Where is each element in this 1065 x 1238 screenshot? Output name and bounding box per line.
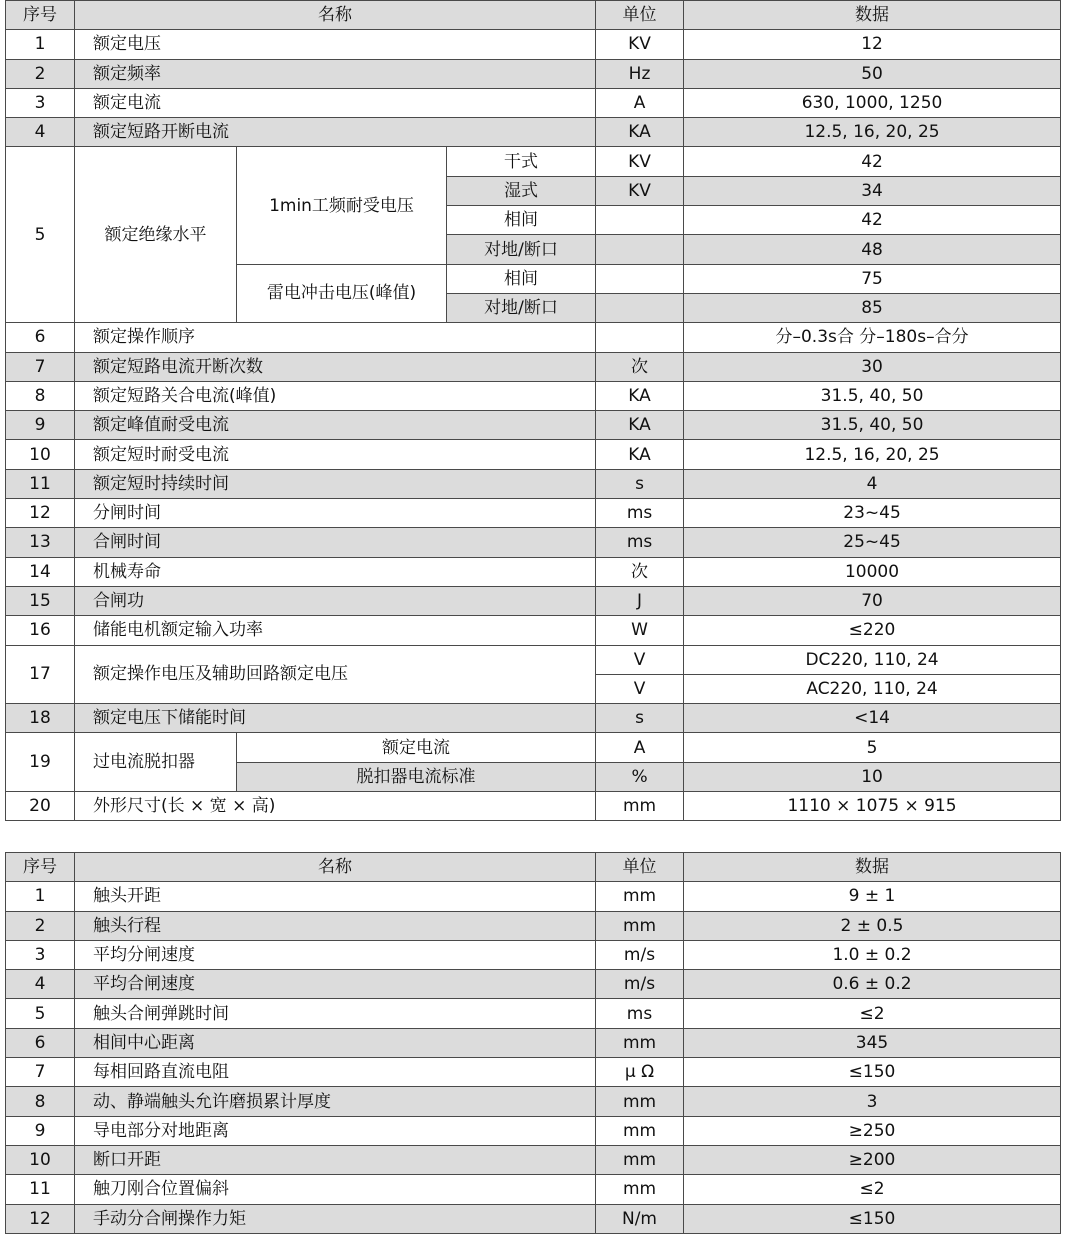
row-unit: 次 <box>596 557 684 586</box>
row-no: 1 <box>6 882 75 911</box>
header-data: 数据 <box>684 1 1061 30</box>
row-no: 14 <box>6 557 75 586</box>
row-unit: mm <box>596 792 684 821</box>
row-data: 42 <box>684 206 1061 235</box>
header-no: 序号 <box>6 1 75 30</box>
row-unit: KA <box>596 118 684 147</box>
table-row <box>6 940 1061 969</box>
row-unit: KV <box>596 147 684 176</box>
table-row <box>6 586 1061 615</box>
row-unit: ms <box>596 499 684 528</box>
table-row <box>6 911 1061 940</box>
row-data: 1110 × 1075 × 915 <box>684 792 1061 821</box>
table-row <box>6 30 1061 59</box>
row-unit: % <box>596 762 684 791</box>
row-no: 7 <box>6 352 75 381</box>
row-data: 4 <box>684 469 1061 498</box>
table-row <box>6 970 1061 999</box>
table-row <box>6 557 1061 586</box>
sub-label: 对地/断口 <box>447 293 596 322</box>
sub-label: 相间 <box>447 206 596 235</box>
row-data: ≥200 <box>684 1145 1061 1174</box>
row-data: 12 <box>684 30 1061 59</box>
power-frequency-withstand-label: 1min工频耐受电压 <box>237 147 447 264</box>
sub-label: 相间 <box>447 264 596 293</box>
table-row <box>6 645 1061 674</box>
row-data: 50 <box>684 59 1061 88</box>
row-data: 630, 1000, 1250 <box>684 88 1061 117</box>
table-row <box>6 469 1061 498</box>
row-data: 31.5, 40, 50 <box>684 381 1061 410</box>
rated-parameters-table <box>5 0 1061 821</box>
row-unit: KA <box>596 381 684 410</box>
row-unit <box>596 293 684 322</box>
row-name: 额定频率 <box>75 59 596 88</box>
row-data: 25~45 <box>684 528 1061 557</box>
row-unit <box>596 235 684 264</box>
row-data: 2 ± 0.5 <box>684 911 1061 940</box>
row-unit: mm <box>596 1116 684 1145</box>
row-no: 10 <box>6 1145 75 1174</box>
table-row <box>6 1058 1061 1087</box>
table-row <box>6 616 1061 645</box>
row-no: 5 <box>6 999 75 1028</box>
row-unit: V <box>596 645 684 674</box>
row-name: 手动分合闸操作力矩 <box>75 1204 596 1233</box>
mechanical-parameters-table <box>5 852 1061 1234</box>
row-no: 9 <box>6 411 75 440</box>
row-data: 12.5, 16, 20, 25 <box>684 118 1061 147</box>
row-name: 额定短路关合电流(峰值) <box>75 381 596 410</box>
row-name: 触刀刚合位置偏斜 <box>75 1175 596 1204</box>
row-name: 动、静端触头允许磨损累计厚度 <box>75 1087 596 1116</box>
row-no: 2 <box>6 59 75 88</box>
row-name: 平均分闸速度 <box>75 940 596 969</box>
table-row <box>6 1087 1061 1116</box>
row-name: 过电流脱扣器 <box>75 733 237 792</box>
row-name: 额定绝缘水平 <box>75 147 237 323</box>
row-unit: J <box>596 586 684 615</box>
row-unit: m/s <box>596 970 684 999</box>
table-row <box>6 499 1061 528</box>
sub-label: 湿式 <box>447 176 596 205</box>
row-data: 30 <box>684 352 1061 381</box>
row-name: 合闸功 <box>75 586 596 615</box>
table-row <box>6 440 1061 469</box>
row-name: 外形尺寸(长 × 宽 × 高) <box>75 792 596 821</box>
row-data: 345 <box>684 1028 1061 1057</box>
row-no: 16 <box>6 616 75 645</box>
row-data: 34 <box>684 176 1061 205</box>
row-name: 额定操作电压及辅助回路额定电压 <box>75 645 596 704</box>
header-unit: 单位 <box>596 853 684 882</box>
row-unit: KV <box>596 176 684 205</box>
table-row <box>6 352 1061 381</box>
row-data: ≤220 <box>684 616 1061 645</box>
row-no: 3 <box>6 88 75 117</box>
table-row <box>6 1145 1061 1174</box>
row-unit: m/s <box>596 940 684 969</box>
row-no: 18 <box>6 704 75 733</box>
row-data: 23~45 <box>684 499 1061 528</box>
row-no: 6 <box>6 1028 75 1057</box>
table-row <box>6 381 1061 410</box>
row-data: 42 <box>684 147 1061 176</box>
row-unit: μ Ω <box>596 1058 684 1087</box>
table-row <box>6 704 1061 733</box>
header-data: 数据 <box>684 853 1061 882</box>
row-unit: KV <box>596 30 684 59</box>
row-unit: V <box>596 674 684 703</box>
table-row <box>6 882 1061 911</box>
row-data: 70 <box>684 586 1061 615</box>
row-name: 额定短路电流开断次数 <box>75 352 596 381</box>
row-no: 11 <box>6 469 75 498</box>
sub-label: 脱扣器电流标准 <box>237 762 596 791</box>
table-row <box>6 1204 1061 1233</box>
row-unit: W <box>596 616 684 645</box>
row-data: 3 <box>684 1087 1061 1116</box>
row-name: 触头合闸弹跳时间 <box>75 999 596 1028</box>
sub-label: 干式 <box>447 147 596 176</box>
row-unit: KA <box>596 411 684 440</box>
row-unit: ms <box>596 528 684 557</box>
row-unit <box>596 264 684 293</box>
row-no: 4 <box>6 970 75 999</box>
row-name: 储能电机额定输入功率 <box>75 616 596 645</box>
table-row <box>6 59 1061 88</box>
header-name: 名称 <box>75 853 596 882</box>
row-name: 合闸时间 <box>75 528 596 557</box>
row-unit: mm <box>596 1028 684 1057</box>
row-no: 12 <box>6 1204 75 1233</box>
row-unit: A <box>596 733 684 762</box>
header-name: 名称 <box>75 1 596 30</box>
table-row <box>6 792 1061 821</box>
row-data: 5 <box>684 733 1061 762</box>
row-unit: s <box>596 704 684 733</box>
row-no: 4 <box>6 118 75 147</box>
row-no: 1 <box>6 30 75 59</box>
row-no: 13 <box>6 528 75 557</box>
table-row <box>6 118 1061 147</box>
row-unit: mm <box>596 882 684 911</box>
row-name: 触头行程 <box>75 911 596 940</box>
row-name: 额定电压下储能时间 <box>75 704 596 733</box>
row-data: 9 ± 1 <box>684 882 1061 911</box>
table-header-row <box>6 1 1061 30</box>
row-unit <box>596 323 684 352</box>
row-data: 48 <box>684 235 1061 264</box>
row-unit: mm <box>596 1145 684 1174</box>
row-name: 额定峰值耐受电流 <box>75 411 596 440</box>
row-data: 75 <box>684 264 1061 293</box>
table-row <box>6 733 1061 762</box>
table-row <box>6 1028 1061 1057</box>
table-row <box>6 1175 1061 1204</box>
row-data: ≤2 <box>684 999 1061 1028</box>
row-data: 0.6 ± 0.2 <box>684 970 1061 999</box>
row-no: 15 <box>6 586 75 615</box>
row-name: 额定电压 <box>75 30 596 59</box>
row-data: 85 <box>684 293 1061 322</box>
row-no: 11 <box>6 1175 75 1204</box>
row-no: 8 <box>6 1087 75 1116</box>
sub-label: 对地/断口 <box>447 235 596 264</box>
row-name: 相间中心距离 <box>75 1028 596 1057</box>
row-unit: mm <box>596 911 684 940</box>
table-row <box>6 411 1061 440</box>
row-no: 2 <box>6 911 75 940</box>
row-data: ≥250 <box>684 1116 1061 1145</box>
row-no: 5 <box>6 147 75 323</box>
row-name: 额定操作顺序 <box>75 323 596 352</box>
sub-label: 额定电流 <box>237 733 596 762</box>
table-row <box>6 999 1061 1028</box>
row-no: 12 <box>6 499 75 528</box>
row-name: 平均合闸速度 <box>75 970 596 999</box>
table-row <box>6 147 1061 176</box>
row-data: 1.0 ± 0.2 <box>684 940 1061 969</box>
row-data: 10 <box>684 762 1061 791</box>
row-no: 6 <box>6 323 75 352</box>
row-no: 7 <box>6 1058 75 1087</box>
row-data: 10000 <box>684 557 1061 586</box>
table-row <box>6 1116 1061 1145</box>
row-data: 分–0.3s合 分–180s–合分 <box>684 323 1061 352</box>
table-header-row <box>6 853 1061 882</box>
table-row <box>6 88 1061 117</box>
row-name: 额定短路开断电流 <box>75 118 596 147</box>
row-unit <box>596 206 684 235</box>
row-no: 17 <box>6 645 75 704</box>
row-unit: N/m <box>596 1204 684 1233</box>
table-row <box>6 528 1061 557</box>
header-no: 序号 <box>6 853 75 882</box>
row-data: 31.5, 40, 50 <box>684 411 1061 440</box>
row-data: AC220, 110, 24 <box>684 674 1061 703</box>
row-unit: ms <box>596 999 684 1028</box>
row-unit: mm <box>596 1087 684 1116</box>
row-name: 分闸时间 <box>75 499 596 528</box>
row-no: 20 <box>6 792 75 821</box>
table-row <box>6 323 1061 352</box>
row-name: 导电部分对地距离 <box>75 1116 596 1145</box>
row-name: 每相回路直流电阻 <box>75 1058 596 1087</box>
row-name: 断口开距 <box>75 1145 596 1174</box>
row-unit: s <box>596 469 684 498</box>
row-data: <14 <box>684 704 1061 733</box>
header-unit: 单位 <box>596 1 684 30</box>
row-data: ≤150 <box>684 1058 1061 1087</box>
row-unit: Hz <box>596 59 684 88</box>
row-data: DC220, 110, 24 <box>684 645 1061 674</box>
row-unit: A <box>596 88 684 117</box>
row-no: 8 <box>6 381 75 410</box>
row-unit: mm <box>596 1175 684 1204</box>
row-no: 3 <box>6 940 75 969</box>
row-no: 10 <box>6 440 75 469</box>
row-no: 19 <box>6 733 75 792</box>
row-name: 额定短时耐受电流 <box>75 440 596 469</box>
lightning-impulse-label: 雷电冲击电压(峰值) <box>237 264 447 323</box>
row-unit: 次 <box>596 352 684 381</box>
row-data: ≤2 <box>684 1175 1061 1204</box>
row-name: 额定电流 <box>75 88 596 117</box>
row-no: 9 <box>6 1116 75 1145</box>
row-unit: KA <box>596 440 684 469</box>
row-name: 额定短时持续时间 <box>75 469 596 498</box>
row-data: ≤150 <box>684 1204 1061 1233</box>
row-name: 触头开距 <box>75 882 596 911</box>
row-name: 机械寿命 <box>75 557 596 586</box>
row-data: 12.5, 16, 20, 25 <box>684 440 1061 469</box>
